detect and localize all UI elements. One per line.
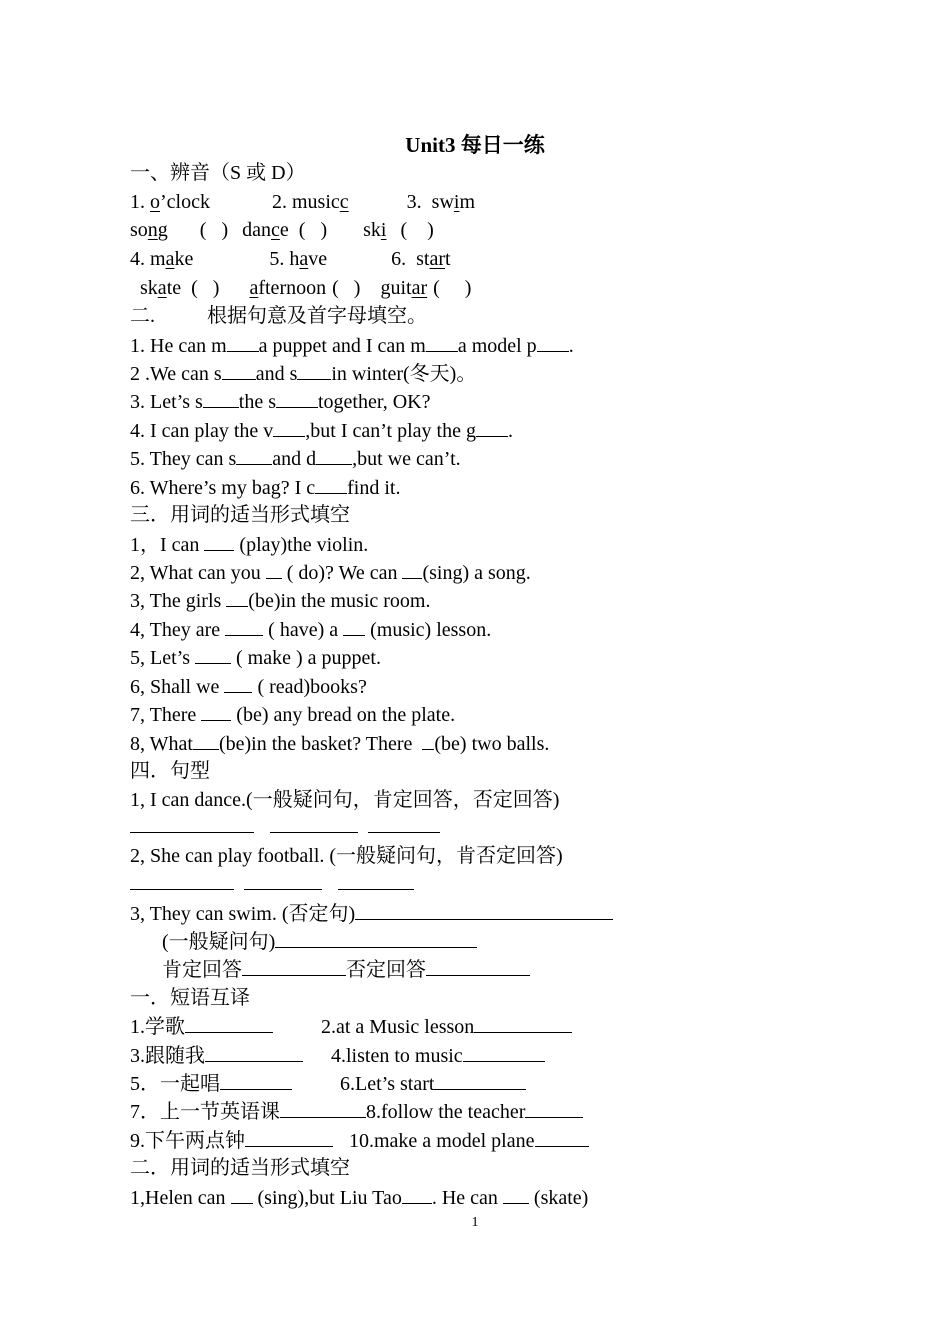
answer-blank[interactable] (236, 444, 272, 465)
question-4-1: 1, I can dance.(一般疑问句，肯定回答，否定回答) (130, 789, 560, 811)
section-6-heading: 二．用词的适当形式填空 (130, 1157, 350, 1179)
section-3-heading: 三．用词的适当形式填空 (130, 504, 350, 526)
phrase-row-1: 1.学歌 2.at a Music lesson (130, 1012, 572, 1040)
question-6-1: 1,Helen can (sing),but Liu Tao . He can (skate) (130, 1183, 588, 1211)
answer-blank[interactable] (245, 1126, 333, 1147)
section-1-heading: 一、辨音（S 或 D） (130, 162, 306, 184)
section-2-heading: 二. 根据句意及首字母填空。 (130, 305, 427, 327)
answer-blank[interactable] (525, 1097, 583, 1118)
phrase-row-2: 3.跟随我 4.listen to music (130, 1041, 545, 1069)
answer-blank[interactable] (205, 1041, 303, 1062)
question-3-6: 6, Shall we ( read)books? (130, 672, 367, 700)
phonics-row-1: 1. o’clock 2. musicc 3. swim (130, 191, 476, 213)
section-4-heading: 四．句型 (130, 760, 210, 782)
answer-blank[interactable] (368, 812, 440, 833)
answer-blank[interactable] (224, 672, 252, 693)
question-3-8: 8, What (be)in the basket? There (be) two balls. (130, 729, 549, 757)
phonics-row-4: skate ( ) afternoon ( ) guitar ( ) (140, 277, 472, 299)
phrase-row-3: 5．一起唱 6.Let’s start (130, 1069, 526, 1097)
question-2-5: 5. They can s and d ,but we can’t. (130, 444, 461, 472)
page-title: Unit3 每日一练 (405, 133, 545, 157)
answer-blank[interactable] (231, 1183, 253, 1204)
answer-blank[interactable] (275, 927, 477, 948)
question-4-2: 2, She can play football. (一般疑问句，肯否定回答) (130, 845, 563, 867)
answer-blank[interactable] (426, 331, 458, 352)
question-3-5: 5, Let’s ( make ) a puppet. (130, 643, 381, 671)
answer-blank[interactable] (276, 387, 318, 408)
answer-blank[interactable] (227, 331, 259, 352)
answer-paren[interactable]: ( ) (400, 219, 434, 241)
answer-blank[interactable] (402, 1183, 432, 1204)
answer-blank[interactable] (225, 615, 263, 636)
answer-blank[interactable] (537, 331, 569, 352)
phrase-row-4: 7．上一节英语课 8.follow the teacher (130, 1097, 583, 1125)
answer-blank[interactable] (474, 1012, 572, 1033)
answer-blank[interactable] (280, 1097, 366, 1118)
answer-blank[interactable] (201, 700, 231, 721)
section-5-heading: 一．短语互译 (130, 987, 250, 1009)
answer-blank[interactable] (343, 615, 365, 636)
answer-blank[interactable] (130, 869, 234, 890)
answer-blank[interactable] (355, 899, 613, 920)
answer-blank[interactable] (242, 955, 346, 976)
answer-blank[interactable] (503, 1183, 529, 1204)
answer-lines-4-2 (130, 869, 414, 897)
answer-blank[interactable] (220, 1069, 292, 1090)
answer-paren[interactable]: ( ) (191, 277, 220, 299)
answer-blank[interactable] (130, 812, 254, 833)
question-2-6: 6. Where’s my bag? I c find it. (130, 473, 400, 501)
answer-blank[interactable] (463, 1041, 545, 1062)
question-3-4: 4, They are ( have) a (music) lesson. (130, 615, 491, 643)
answer-blank[interactable] (297, 359, 331, 380)
answer-blank[interactable] (426, 955, 530, 976)
answer-paren[interactable]: ( ) (332, 277, 361, 299)
answer-blank[interactable] (193, 729, 219, 750)
answer-blank[interactable] (316, 444, 352, 465)
answer-blank[interactable] (535, 1126, 589, 1147)
question-3-2: 2, What can you ( do)? We can (sing) a song. (130, 558, 531, 586)
answer-blank[interactable] (315, 473, 347, 494)
answer-blank[interactable] (422, 729, 434, 750)
question-4-3-question: (一般疑问句) (162, 927, 477, 955)
question-4-3-answers: 肯定回答 否定回答 (162, 955, 530, 983)
answer-blank[interactable] (203, 387, 239, 408)
answer-blank[interactable] (244, 869, 322, 890)
question-2-2: 2 .We can s and s in winter(冬天)。 (130, 359, 476, 387)
answer-blank[interactable] (266, 558, 282, 579)
answer-blank[interactable] (226, 586, 248, 607)
answer-blank[interactable] (185, 1012, 273, 1033)
phonics-row-3: 4. make 5. have 6. start (130, 248, 451, 270)
question-3-7: 7, There (be) any bread on the plate. (130, 700, 455, 728)
answer-lines-4-1 (130, 812, 440, 840)
question-2-1: 1. He can m a puppet and I can m a model p . (130, 331, 574, 359)
answer-paren[interactable]: ( ) (433, 277, 472, 299)
answer-blank[interactable] (402, 558, 422, 579)
phonics-row-2: song ( ) dance ( ) ski ( ) (130, 219, 434, 241)
page-number: 1 (471, 1215, 479, 1230)
answer-blank[interactable] (222, 359, 256, 380)
question-3-3: 3, The girls (be)in the music room. (130, 586, 430, 614)
answer-blank[interactable] (204, 530, 234, 551)
answer-blank[interactable] (338, 869, 414, 890)
question-2-3: 3. Let’s s the s together, OK? (130, 387, 431, 415)
question-3-1: 1，I can (play)the violin. (130, 530, 368, 558)
answer-blank[interactable] (273, 416, 305, 437)
question-2-4: 4. I can play the v ,but I can’t play the g . (130, 416, 513, 444)
answer-blank[interactable] (476, 416, 508, 437)
answer-blank[interactable] (434, 1069, 526, 1090)
phrase-row-5: 9.下午两点钟 10.make a model plane (130, 1126, 589, 1154)
answer-paren[interactable]: ( ) (199, 219, 229, 241)
answer-paren[interactable]: ( ) (298, 219, 328, 241)
answer-blank[interactable] (270, 812, 358, 833)
question-4-3: 3, They can swim. (否定句) (130, 899, 613, 927)
answer-blank[interactable] (195, 643, 231, 664)
